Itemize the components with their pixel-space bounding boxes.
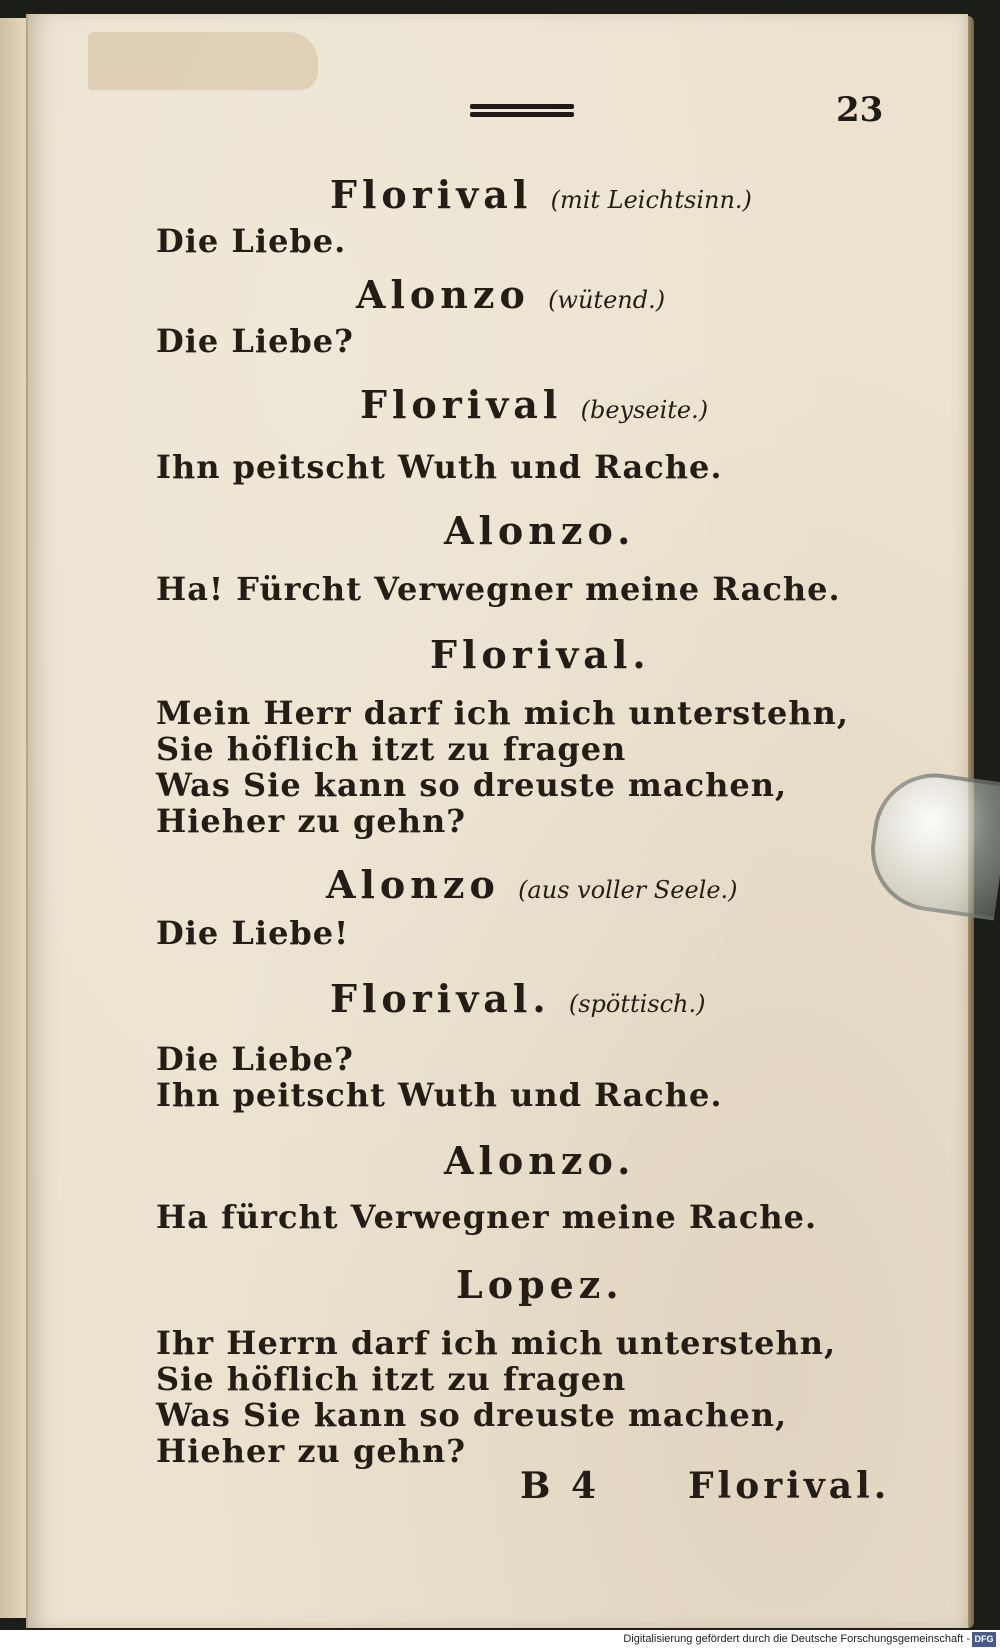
stage-direction: (aus voller Seele.) [518, 876, 738, 904]
headline-rule [470, 104, 574, 124]
dialogue-line: Ihr Herrn darf ich mich unterstehn, [156, 1324, 837, 1362]
dialogue-line: Ha fürcht Verwegner meine Rache. [156, 1198, 818, 1236]
speaker-heading [330, 976, 706, 1021]
stage-direction: (beyseite.) [580, 396, 709, 424]
paper-tear [88, 32, 318, 90]
speaker-heading [444, 1138, 635, 1183]
stage-direction: (wütend.) [548, 286, 666, 314]
dialogue-line: Ihn peitscht Wuth und Rache. [156, 1076, 723, 1114]
dfg-logo: DFG [972, 1632, 996, 1647]
speaker-name: Florival [330, 172, 533, 217]
speaker-heading [430, 632, 651, 677]
speaker-heading [326, 862, 738, 907]
dialogue-line: Ha! Fürcht Verwegner meine Rache. [156, 570, 841, 608]
speaker-name: Alonzo. [444, 1138, 636, 1183]
funding-credit: Digitalisierung gefördert durch die Deutsche Forschungsgemeinschaft - [623, 1633, 970, 1645]
speaker-name: Florival. [430, 632, 651, 677]
speaker-heading [456, 1262, 624, 1307]
speaker-name: Alonzo [356, 272, 530, 317]
speaker-name: Florival. [330, 976, 551, 1021]
speaker-heading [330, 172, 752, 217]
dialogue-line: Die Liebe. [156, 222, 347, 260]
dialogue-line: Ihn peitscht Wuth und Rache. [156, 448, 723, 486]
speaker-name: Alonzo [326, 862, 500, 907]
speaker-heading [444, 508, 635, 553]
speaker-name: Alonzo. [444, 508, 636, 553]
signature-mark: B 4 [520, 1465, 601, 1507]
dialogue-line: Die Liebe? [156, 1040, 354, 1078]
dialogue-line: Die Liebe? [156, 322, 354, 360]
speaker-heading [356, 272, 665, 317]
dialogue-line: Sie höflich itzt zu fragen [156, 730, 627, 768]
dialogue-line: Die Liebe! [156, 914, 350, 952]
dialogue-line: Hieher zu gehn? [156, 802, 466, 840]
dialogue-line: Sie höflich itzt zu fragen [156, 1360, 627, 1398]
catchword: Florival. [688, 1465, 891, 1507]
dialogue-line: Was Sie kann so dreuste machen, [156, 766, 788, 804]
dialogue-line: Mein Herr darf ich mich unterstehn, [156, 694, 849, 732]
stage-direction: (spöttisch.) [568, 990, 706, 1018]
speaker-name: Florival [360, 382, 563, 427]
dialogue-line: Was Sie kann so dreuste machen, [156, 1396, 788, 1434]
stage-direction: (mit Leichtsinn.) [550, 186, 752, 214]
dialogue-line: Hieher zu gehn? [156, 1432, 466, 1470]
speaker-name: Lopez. [456, 1262, 624, 1307]
speaker-heading [360, 382, 708, 427]
page-number: 23 [836, 90, 884, 130]
